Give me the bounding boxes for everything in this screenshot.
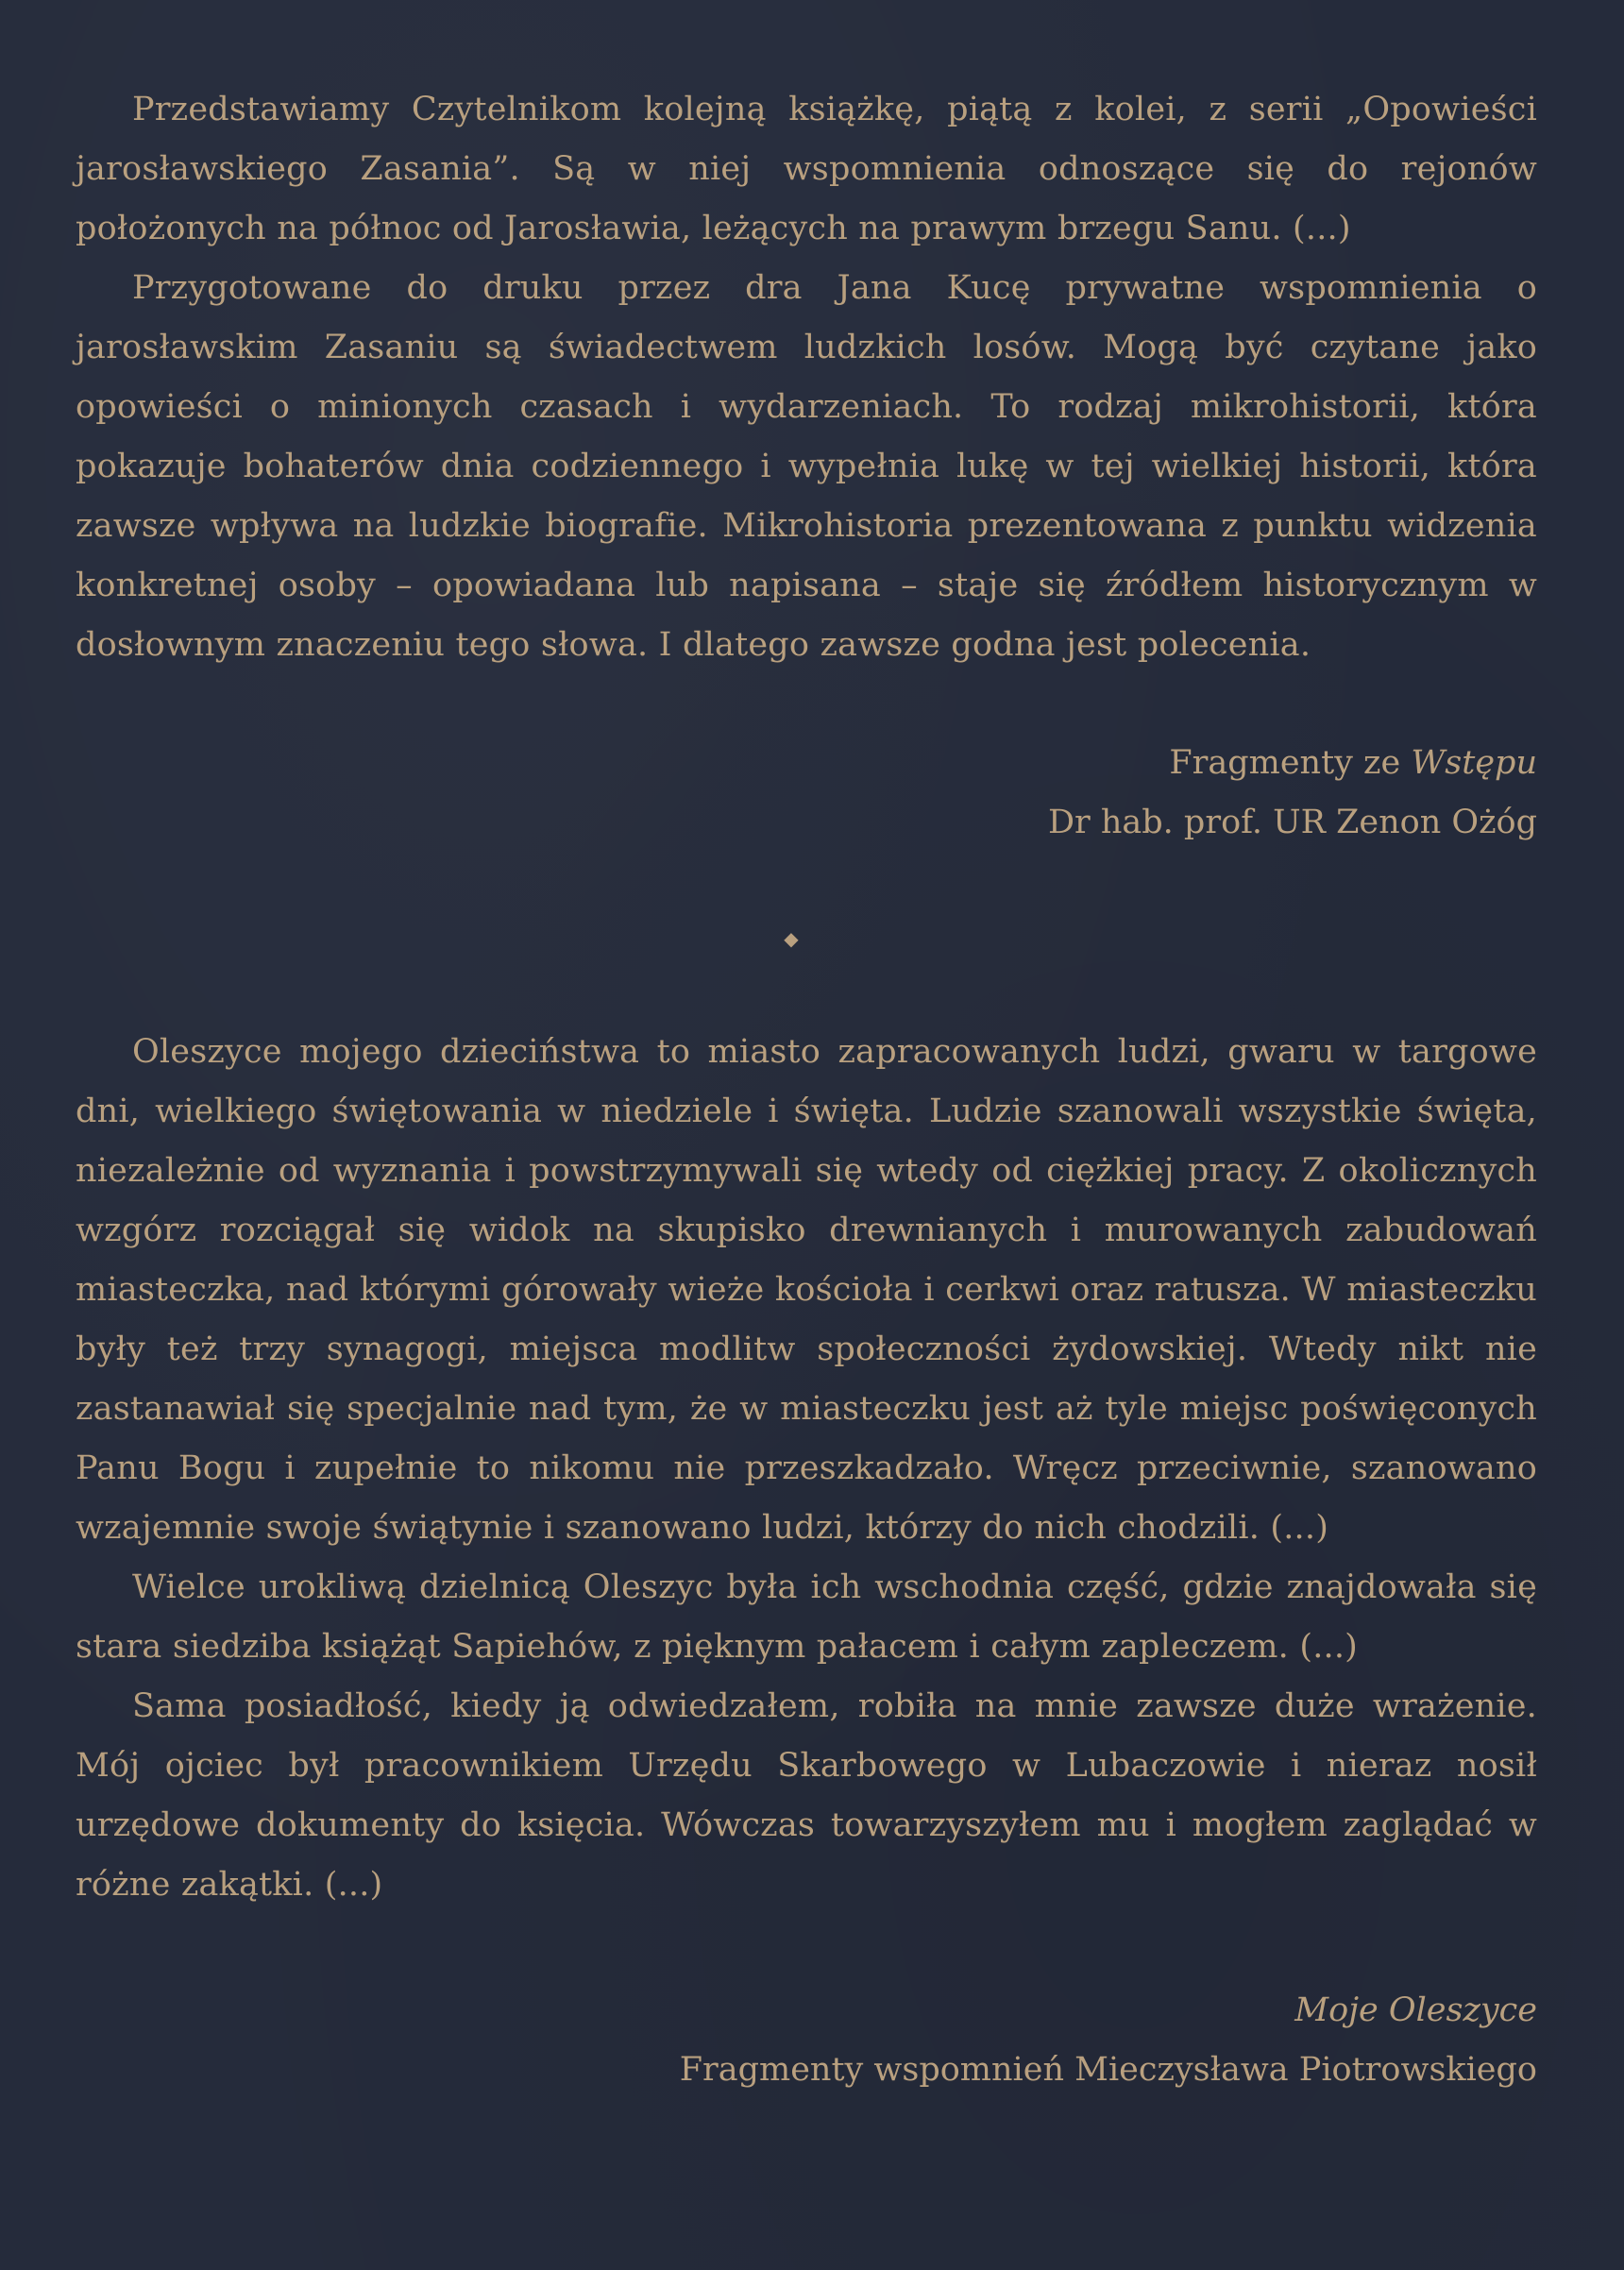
diamond-icon: ◆ <box>784 927 799 950</box>
intro-excerpt <box>76 80 1537 853</box>
memoir-signature-title: Moje Oleszyce <box>1294 1991 1537 2029</box>
intro-paragraph-2: Przygotowane do druku przez dra Jana Kucę prywatne wspomnienia o jarosławskim Zasaniu są świadectwem ludzkich losów. Mogą być czytane jako opowieści o minionych czasach i wydarzeniach. To rodzaj mikrohistorii, która pokazuje bohaterów dnia codziennego i wypełnia lukę w tej wielkiej historii, która zawsze wpływa na ludzkie biografie. Mikrohistoria prezentowana z punktu widzenia konkretnej osoby – opowiadana lub napisana – staje się źródłem historycznym w dosłownym znaczeniu tego słowa. I dlatego zawsze godna jest polecenia. <box>76 269 1537 664</box>
memoir-paragraph-3: Sama posiadłość, kiedy ją odwiedzałem, robiła na mnie zawsze duże wrażenie. Mój ojciec był pracownikiem Urzędu Skarbowego w Lubaczowie i nieraz nosił urzędowe dokumenty do księcia. Wówczas towarzyszyłem mu i mogłem zaglądać w różne zakątki. (...) <box>76 1687 1537 1904</box>
intro-signature-prefix: Fragmenty ze <box>1169 744 1412 782</box>
intro-signature-italic: Wstępu <box>1411 744 1537 782</box>
memoir-excerpt <box>76 1023 1537 2100</box>
intro-signature-author: Dr hab. prof. UR Zenon Ożóg <box>1047 804 1537 841</box>
memoir-signature-author: Fragmenty wspomnień Mieczysława Piotrowskiego <box>679 2051 1537 2089</box>
memoir-signature <box>76 1981 1537 2100</box>
intro-signature <box>76 734 1537 853</box>
diamond-separator <box>76 924 1537 953</box>
intro-signature-source <box>76 734 1537 793</box>
memoir-paragraph-1: Oleszyce mojego dzieciństwa to miasto zapracowanych ludzi, gwaru w targowe dni, wielkiego świętowania w niedziele i święta. Ludzie szanowali wszystkie święta, niezależnie od wyznania i powstrzymywali się wtedy od ciężkiej pracy. Z okolicznych wzgórz rozciągał się widok na skupisko drewnianych i murowanych zabudowań miasteczka, nad którymi górowały wieże kościoła i cerkwi oraz ratusza. W miasteczku były też trzy synagogi, miejsca modlitw społeczności żydowskiej. Wtedy nikt nie zastanawiał się specjalnie nad tym, że w miasteczku jest aż tyle miejsc poświęconych Panu Bogu i zupełnie to nikomu nie przeszkadzało. Wręcz przeciwnie, szanowano wzajemnie swoje świątynie i szanowano ludzi, którzy do nich chodzili. (...) <box>76 1033 1537 1547</box>
intro-paragraph-1: Przedstawiamy Czytelnikom kolejną książkę, piątą z kolei, z serii „Opowieści jarosławskiego Zasania”. Są w niej wspomnienia odnoszące się do rejonów położonych na północ od Jarosławia, leżących na prawym brzegu Sanu. (...) <box>76 91 1537 247</box>
memoir-paragraph-2: Wielce urokliwą dzielnicą Oleszyc była ich wschodnia część, gdzie znajdowała się stara siedziba książąt Sapiehów, z pięknym pałacem i całym zapleczem. (...) <box>76 1568 1537 1666</box>
